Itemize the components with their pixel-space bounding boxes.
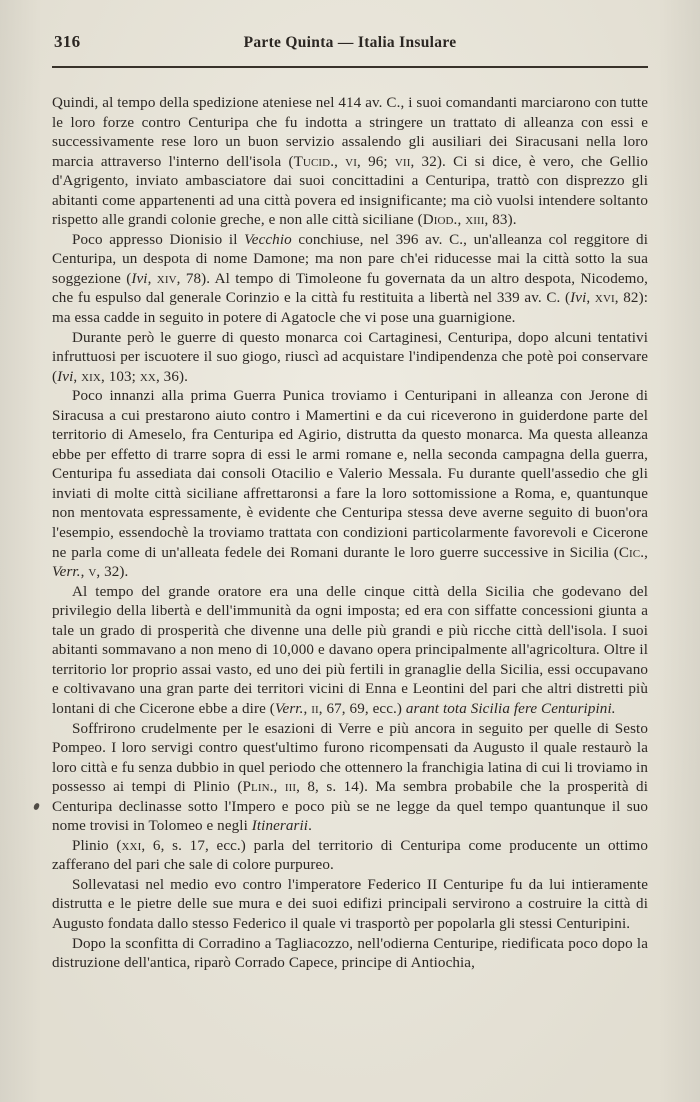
smallcaps-citation: vi [345, 153, 357, 170]
text-run: Poco innanzi alla prima Guerra Punica troviamo i Centuripani in alleanza con Jerone di Siracusa a cui prestarono aiuto contro i Mamertini e da cui riceverono in guiderdone parte del territorio di Ameselo, fra Centuripa ed Agirio, distrutta da questo monarca. Ma questa alleanza ebbe per effetto di trarre sopra di essi le armi romane e, nella seconda campagna della guerra, Centuripa fu assediata dai consoli Otacilio e Valerio Messala. Fu durante quell'assedio che gli inviati di molte città siciliane affrettaronsi a fare la loro sottomissione a Roma, e, quantunque non mentovata espressamente, è evidente che Centuripa stessa deve averne seguito di buon'ora l'esempio, essendochè la troviamo trattata con condizioni particolarmente favorevoli e Cicerone ne parla come di un'alleata fedele dei Romani durante le loro guerre successive in Sicilia ( [52, 388, 648, 561]
smallcaps-citation: xvi [594, 290, 615, 307]
text-run: , [303, 700, 312, 717]
italic-text: Verr. [52, 564, 81, 581]
italic-text: Ivi [570, 290, 587, 307]
smallcaps-citation: Diod. [422, 212, 458, 229]
italic-text: Itinerarii [251, 818, 309, 835]
italic-text: Ivi [57, 368, 74, 385]
smallcaps-citation: v [88, 564, 97, 581]
text-run: Sollevatasi nel medio evo contro l'imperatore Federico II Centuripe fu da lui intieramente distrutta e le pietre delle sue mura e dei suoi edifizi principali servirono a costruire la città di Augusto fondata dallo stesso Federico il quale vi trasportò per popolarla gli stessi Centuripini. [52, 876, 648, 932]
paragraph [52, 231, 648, 329]
text-run: , 103; [100, 368, 140, 385]
text-run: , [457, 212, 466, 229]
smallcaps-citation: Cic. [618, 544, 645, 561]
page-header-title: Parte Quinta — Italia Insulare [243, 34, 457, 51]
text-run: , 96; [356, 153, 395, 170]
text-run: Plinio ( [72, 837, 122, 854]
smallcaps-citation: xix [81, 368, 101, 385]
text-run: Poco appresso Dionisio il [72, 231, 245, 248]
text-run: . [308, 818, 312, 835]
text-run: , 82): ma essa cadde in seguito in potere di Agatocle che vi pose una guarnigione. [52, 290, 648, 327]
text-run: , [644, 544, 648, 561]
text-run: Quindi, al tempo della spedizione ateniese nel 414 av. C., i suoi comandanti marciarono con tutte le loro forze contro Centuripa che fu indotta a stringere un trattato di alleanza con essi e successivamente rese loro un buon servizio assalendo gli ausiliari dei Siracusani nella loro marcia attraverso l'interno dell'isola ( [52, 95, 648, 170]
paragraph [52, 94, 648, 231]
paragraph [52, 387, 648, 582]
text-run: , [73, 368, 82, 385]
text-run: Durante però le guerre di questo monarca coi Cartaginesi, Centuripa, dopo alcuni tentativi infruttuosi per iscuotere il suo giogo, riuscì ad acquistare l'indipendenza che potè poi conservare ( [52, 329, 648, 385]
smallcaps-citation: xxi [121, 837, 142, 854]
text-run: , [273, 779, 285, 796]
page-body [52, 94, 648, 974]
text-run: Soffrirono crudelmente per le esazioni di Verre e più ancora in seguito per quelle di Sesto Pompeo. I loro servigi contro quest'ultimo furono ricompensati da Augusto il quale restaurò la loro città e fu senza dubbio in quel periodo che ottennero la franchigia latina di cui li troviamo in possesso ai tempi di Plinio ( [52, 720, 648, 796]
text-run: , 36). [155, 368, 188, 385]
paragraph [52, 935, 648, 974]
italic-text: Vecchio [244, 231, 292, 248]
smallcaps-citation: vii [394, 153, 411, 170]
text-run: , [147, 270, 157, 287]
smallcaps-citation: Plin. [242, 779, 274, 796]
paragraph [52, 583, 648, 720]
text-run: , 32). [96, 564, 129, 581]
margin-ink-mark [33, 802, 40, 810]
running-head [52, 32, 648, 56]
text-run: Al tempo del grande oratore era una delle cinque città della Sicilia che godevano del privilegio della libertà e dell'immunità da ogni imposta; ed era con siffatte concessioni giunta a tale un grado di prosperità che divenne una delle più grandi e più ricche città dell'isola. I suoi abitanti sommavano a non meno di 10,000 e davano opera principalmente all'agricoltura. Oltre il territorio lor proprio assai vasto, ed uno dei più fertili in granaglie della Sicilia, essi occupavano e coltivavano una gran parte dei territori vicini di Enna e Leontini del pari che altri distretti più lontani di che Cicerone ebbe a dire ( [52, 583, 648, 717]
page-number: 316 [54, 32, 81, 51]
text-run: , [586, 290, 595, 307]
text-run: , 8, s. 14). Ma sembra probabile che la prosperità di Centuripa declinasse sotto l'Impero e poco più se ne legge da quel tempo quantunque il suo nome trovisi in Tolomeo e negli [52, 779, 648, 835]
smallcaps-citation: iii [284, 779, 297, 796]
text-run: , 6, s. 17, ecc.) parla del territorio di Centuripa come producente un ottimo zafferano del pari che sale di colore purpureo. [52, 837, 648, 874]
smallcaps-citation: xiii [465, 212, 485, 229]
italic-text: Ivi [131, 270, 148, 287]
smallcaps-citation: ii [311, 700, 319, 717]
paragraph [52, 329, 648, 388]
text-run: , [80, 564, 89, 581]
text-run: , [334, 153, 346, 170]
paragraph [52, 876, 648, 935]
text-run: , 32). Ci si dice, è vero, che Gellio d'Agrigento, inviato ambasciatore dai suoi concittadini a Centuripa, trattò con disprezzo gli abitanti come appartenenti ad una città povera ed insignificante; ma ciò vuolsi intendere soltanto rispetto alle grandi colonie greche, e non alle città siciliane ( [52, 153, 648, 229]
smallcaps-citation: xx [139, 368, 156, 385]
text-run: Dopo la sconfitta di Corradino a Tagliacozzo, nell'odierna Centuripe, riedificata poco dopo la distruzione dell'antica, riparò Corrado Capece, principe di Antiochia, [52, 935, 648, 972]
text-run: , 78). Al tempo di Timoleone fu governata da un altro despota, Nicodemo, che fu espulso dal generale Corinzio e la città fu restituita a libertà nel 339 av. C. ( [52, 270, 648, 307]
text-run: , 67, 69, ecc.) [318, 700, 406, 717]
italic-text: Verr. [274, 700, 304, 717]
smallcaps-citation: Tucid. [293, 153, 335, 170]
italic-text: arant tota Sicilia fere Centuripini. [405, 700, 616, 717]
paragraph [52, 720, 648, 837]
text-run: , 83). [484, 212, 517, 229]
text-run: conchiuse, nel 396 av. C., un'alleanza col reggitore di Centuripa, un despota di nome Damone; ma non pare ch'ei riducesse mai la città sotto la sua soggezione ( [52, 231, 648, 287]
header-rule [52, 66, 648, 68]
paragraph [52, 837, 648, 876]
smallcaps-citation: xiv [156, 270, 177, 287]
